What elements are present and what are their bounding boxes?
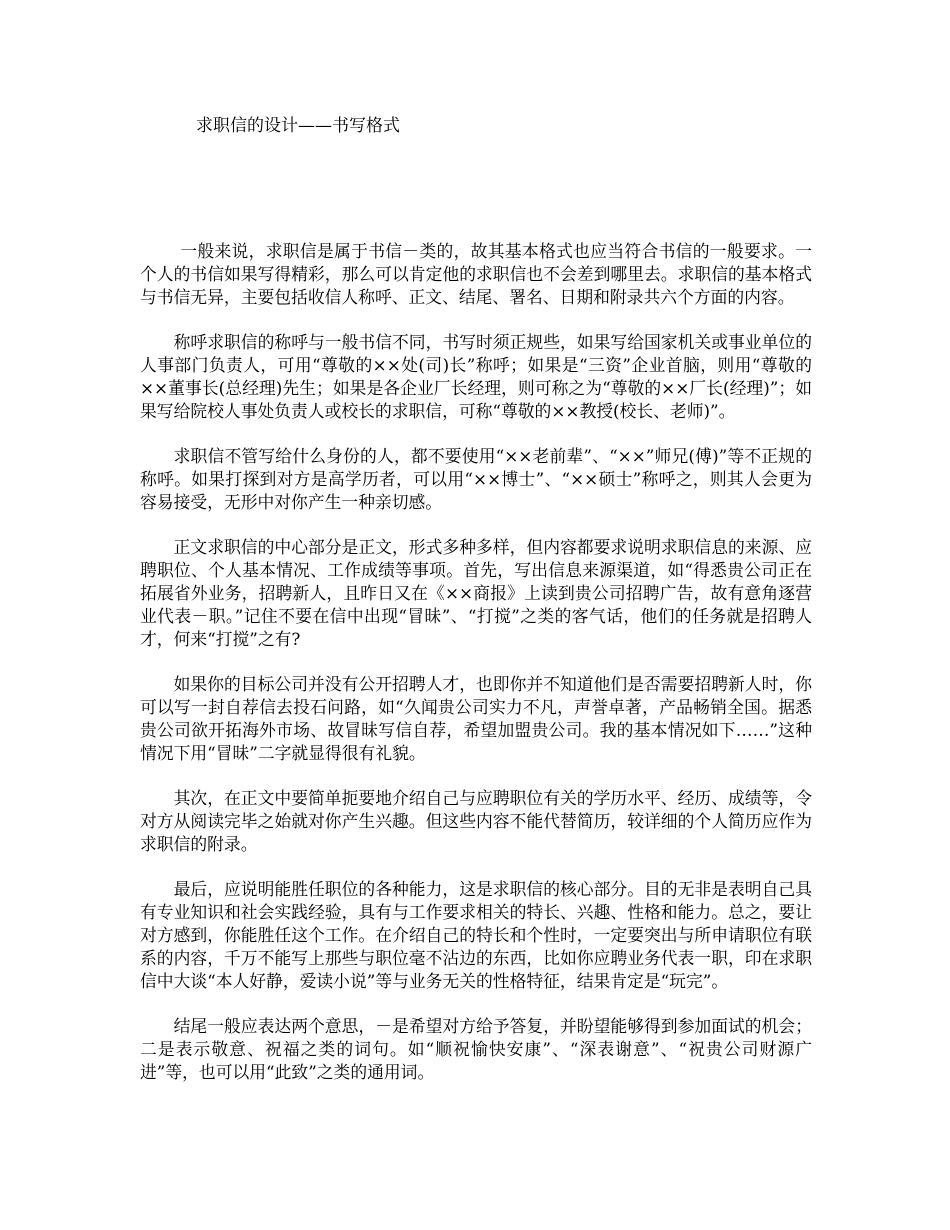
paragraph-main-body: 正文求职信的中心部分是正文，形式多种多样，但内容都要求说明求职信息的来源、应聘职位、个人基本情况、工作成绩等事项。首先，写出信息来源渠道，如“得悉贵公司正在拓展省外业务，招聘新人，且昨日又在《××商报》上读到贵公司招聘广告，故有意角逐营业代表－职。”记住不要在信中出现“冒昧”、“打搅”之类的客气话，他们的任务就是招聘人才，何来“打搅”之有?: [140, 537, 812, 649]
paragraph-self-recommendation: 如果你的目标公司并没有公开招聘人才，也即你并不知道他们是否需要招聘新人时，你可以写一封自荐信去投石问路，如“久闻贵公司实力不凡，声誉卓著，产品畅销全国。据悉贵公司欲开拓海外市场、故冒昧写信自荐，希望加盟贵公司。我的基本情况如下……”这种情况下用“冒昧”二字就显得很有礼貌。: [140, 674, 812, 763]
document-body: [140, 240, 812, 1106]
document-title: 求职信的设计——书写格式: [196, 116, 400, 136]
paragraph-closing: 结尾一般应表达两个意思，－是希望对方给予答复，并盼望能够得到参加面试的机会；二是表示敬意、祝福之类的词句。如“顺祝愉快安康”、“深表谢意”、“祝贵公司财源广进”等，也可以用“此致”之类的通用词。: [140, 1016, 812, 1082]
paragraph-abilities: 最后，应说明能胜任职位的各种能力，这是求职信的核心部分。目的无非是表明自己具有专业知识和社会实践经验，具有与工作要求相关的特长、兴趣、性格和能力。总之，要让对方感到，你能胜任这个工作。在介绍自己的特长和个性时，一定要突出与所申请职位有联系的内容，千万不能写上那些与职位毫不沾边的东西，比如你应聘业务代表一职，印在求职信中大谈“本人好静，爱读小说”等与业务无关的性格特征，结果肯定是“玩完”。: [140, 879, 812, 991]
paragraph-salutation-tips: 求职信不管写给什么身份的人，都不要使用“××老前辈”、“××”师兄(傅)”等不正规的称呼。如果打探到对方是高学历者，可以用“××博士”、“××硕士”称呼之，则其人会更为容易接受，无形中对你产生一种亲切感。: [140, 446, 812, 512]
paragraph-salutation: 称呼求职信的称呼与一般书信不同，书写时须正规些，如果写给国家机关或事业单位的人事部门负责人，可用“尊敬的××处(司)长”称呼；如果是“三资”企业首脑，则用“尊敬的××董事长(总经理)先生；如果是各企业厂长经理，则可称之为“尊敬的××厂长(经理)”；如果写给院校人事处负责人或校长的求职信，可称“尊敬的××教授(校长、老师)”。: [140, 332, 812, 421]
paragraph-intro: 一般来说，求职信是属于书信－类的，故其基本格式也应当符合书信的一般要求。一个人的书信如果写得精彩，那么可以肯定他的求职信也不会差到哪里去。求职信的基本格式与书信无异，主要包括收信人称呼、正文、结尾、署名、日期和附录共六个方面的内容。: [140, 241, 812, 307]
paragraph-background: 其次，在正文中要简单扼要地介绍自己与应聘职位有关的学历水平、经历、成绩等，令对方从阅读完毕之始就对你产生兴趣。但这些内容不能代替简历，较详细的个人简历应作为求职信的附录。: [140, 788, 812, 854]
